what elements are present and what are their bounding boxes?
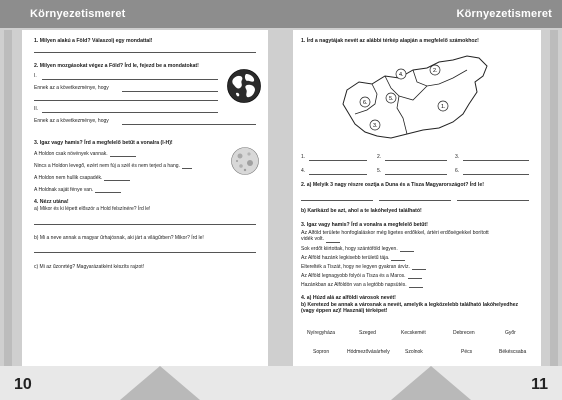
map-label-5: 5.: [389, 96, 394, 102]
right-q3-item-4-text: Elterelték a Tiszát, hogy ne legyen gyakran árvíz.: [301, 264, 410, 270]
left-page-number: 10: [14, 376, 32, 393]
right-q3: 3. Igaz vagy hamis? Írd a vonalra a megfelelő betűt!: [301, 222, 428, 228]
left-q4c: c) Mi az űzonrtég? Magyarázatként készíts rajzot!: [34, 264, 145, 270]
right-q3-item-5-text: Az Alföld legnagyobb folyói a Tisza és a Maros.: [301, 273, 406, 279]
answer-blank[interactable]: [104, 180, 130, 181]
earth-globe-icon: [226, 68, 262, 104]
answer-label-6: 6.: [455, 168, 460, 174]
answer-line[interactable]: [309, 160, 367, 161]
left-q4b: b) Mi a neve annak a magyar űrhajósnak, aki járt a világűrben? Mikor? Írd le!: [34, 235, 204, 241]
answer-blank[interactable]: [400, 251, 414, 252]
answer-blank[interactable]: [391, 260, 405, 261]
right-q4b: b) Keretezd be annak a városnak a nevét, amelyik a legközelebb található lakóhelyedhez (vagy éppen az)! Használj térképet!: [301, 302, 519, 315]
left-side-bar: [4, 30, 12, 366]
answer-line[interactable]: [42, 79, 218, 80]
q3-item-1-text: A Holdon csak növények vannak.: [34, 151, 108, 157]
left-q4: 4. Nézz utána!: [34, 199, 69, 205]
answer-blank[interactable]: [95, 192, 121, 193]
left-q2-item2: II.: [34, 106, 39, 112]
right-q3-item-6: [301, 282, 423, 288]
left-q2-cons1: Ennek az a következménye, hogy: [34, 85, 109, 91]
answer-label-1: 1.: [301, 154, 306, 160]
right-q2: 2. a) Melyik 3 nagy részre osztja a Duna és a Tisza Magyarországot? Írd le!: [301, 182, 484, 188]
answer-blank[interactable]: [412, 269, 426, 270]
answer-label-5: 5.: [377, 168, 382, 174]
right-q3-item-5: [301, 273, 422, 279]
answer-line[interactable]: [34, 100, 218, 101]
city-1[interactable]: Nyíregyháza: [307, 330, 336, 336]
map-label-6: 6.: [363, 100, 368, 106]
map-label-3: 3.: [373, 123, 378, 129]
right-page: [281, 0, 562, 400]
right-page-header: Környezetismeret: [456, 8, 552, 20]
city-6[interactable]: Sopron: [313, 349, 330, 355]
answer-label-4: 4.: [301, 168, 306, 174]
right-q3-item-3-text: Az Alföld hazánk legkisebb területű tája.: [301, 255, 390, 261]
answer-line[interactable]: [122, 124, 256, 125]
right-q2b: b) Karikázd be azt, ahol a te lakóhelyed található!: [301, 208, 422, 214]
answer-line[interactable]: [34, 224, 256, 225]
left-page-header: Környezetismeret: [30, 8, 126, 20]
right-footer-decoration: [391, 366, 471, 400]
right-q1: 1. Írd a nagytájak nevét az alábbi térkép alapján a megfelelő számokhoz!: [301, 38, 479, 44]
q3-item-3: [34, 175, 130, 181]
left-q4a: a) Mikor és ki lépett először a Hold felszínére? Írd le!: [34, 206, 151, 212]
answer-line[interactable]: [122, 91, 218, 92]
q3-item-2: [34, 163, 192, 169]
answer-line[interactable]: [34, 52, 256, 53]
city-2[interactable]: Szeged: [359, 330, 376, 336]
left-worksheet-panel: [22, 30, 268, 366]
city-9[interactable]: Pécs: [461, 349, 473, 355]
answer-line[interactable]: [34, 252, 256, 253]
left-q2: 2. Milyen mozgásokat végez a Föld? Írd le, fejezd be a mondatokat!: [34, 63, 199, 69]
right-q3-item-1-text: Az Alföld területe honfoglaláskor még ligetes erdőkkel, ártéri erdőségekkel borított vidék volt.: [301, 230, 489, 243]
map-label-4: 4.: [399, 72, 404, 78]
answer-line[interactable]: [42, 112, 218, 113]
answer-line[interactable]: [463, 160, 529, 161]
answer-blank[interactable]: [110, 156, 136, 157]
left-footer-decoration: [120, 366, 200, 400]
right-q3-item-3: [301, 255, 405, 261]
answer-line[interactable]: [301, 200, 373, 201]
answer-line[interactable]: [379, 200, 451, 201]
city-8[interactable]: Szolnok: [405, 349, 423, 355]
q3-item-3-text: A Holdon nem hullik csapadék.: [34, 175, 103, 181]
map-label-1: 1.: [441, 104, 446, 110]
city-10[interactable]: Békéscsaba: [499, 349, 527, 355]
right-q3-item-2: [301, 246, 414, 252]
city-5[interactable]: Győr: [505, 330, 516, 336]
right-side-bar: [550, 30, 558, 366]
answer-label-3: 3.: [455, 154, 460, 160]
left-q1: 1. Milyen alakú a Föld? Válaszolj egy mondattal!: [34, 38, 153, 44]
left-q2-item1: I.: [34, 73, 37, 79]
city-7[interactable]: Hódmezővásárhely: [347, 349, 390, 355]
right-q3-item-6-text: Hazánkban az Alföldön van a legtöbb napsütés.: [301, 282, 407, 288]
answer-label-2: 2.: [377, 154, 382, 160]
q3-item-2-text: Nincs a Holdon levegő, ezért nem fúj a szél és nem terjed a hang.: [34, 163, 180, 169]
answer-line[interactable]: [463, 174, 529, 175]
hungary-regions-map: [327, 48, 507, 148]
answer-blank[interactable]: [326, 242, 340, 243]
right-q3-item-1: [301, 230, 501, 243]
answer-line[interactable]: [309, 174, 367, 175]
left-q3: 3. Igaz vagy hamis? Írd a megfelelő betűt a vonalra (I-H)!: [34, 140, 173, 146]
right-q4a: 4. a) Húzd alá az alföldi városok nevét!: [301, 295, 396, 301]
answer-blank[interactable]: [182, 168, 192, 169]
map-label-2: 2.: [433, 68, 438, 74]
q3-item-1: [34, 151, 136, 157]
answer-line[interactable]: [457, 200, 529, 201]
right-q3-item-2-text: Sok erdőt kiirtottak, hogy szántóföld legyen.: [301, 246, 398, 252]
answer-blank[interactable]: [408, 278, 422, 279]
moon-icon: [230, 146, 260, 176]
q3-item-4-text: A Holdnak saját fénye van.: [34, 187, 94, 193]
right-worksheet-panel: [293, 30, 541, 366]
answer-blank[interactable]: [409, 287, 423, 288]
city-4[interactable]: Debrecen: [453, 330, 475, 336]
left-q2-cons2: Ennek az a következménye, hogy: [34, 118, 109, 124]
right-page-number: 11: [531, 376, 548, 393]
answer-line[interactable]: [385, 160, 447, 161]
city-3[interactable]: Kecskemét: [401, 330, 426, 336]
answer-line[interactable]: [385, 174, 447, 175]
q3-item-4: [34, 187, 121, 193]
right-q3-item-4: [301, 264, 426, 270]
